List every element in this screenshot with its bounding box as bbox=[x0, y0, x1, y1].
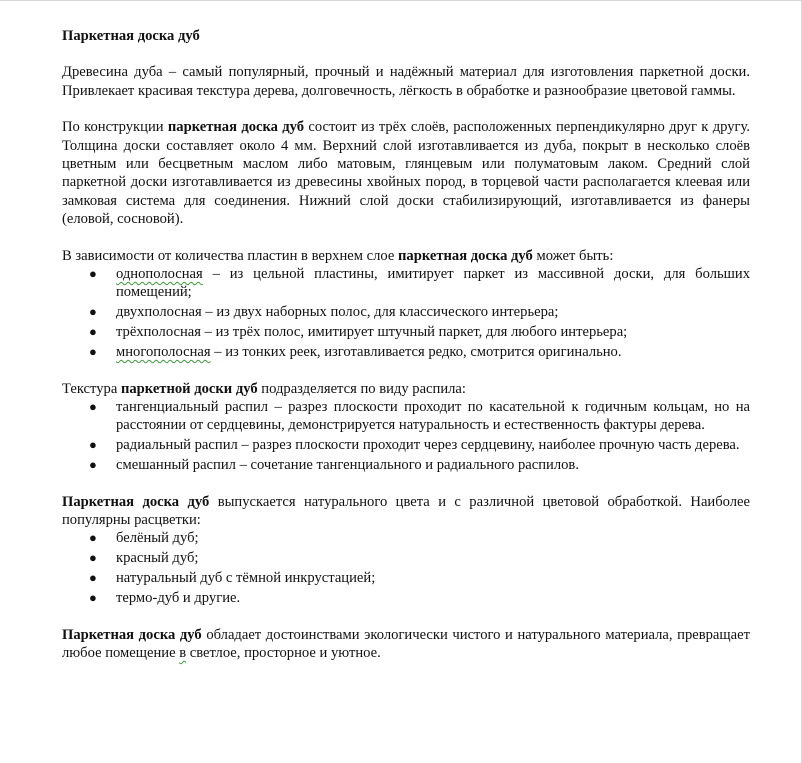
bold-keyword: паркетная доска дуб bbox=[167, 119, 305, 136]
paragraph-types-intro bbox=[62, 247, 750, 265]
text-run: обладает достоинствами экологически чистого и натурального материала, превращает любое помещение bbox=[62, 626, 750, 661]
list-item bbox=[62, 303, 750, 321]
list-item bbox=[62, 436, 750, 454]
paragraph-conclusion bbox=[62, 626, 750, 663]
bullet-icon: ● bbox=[89, 530, 97, 546]
bold-keyword: паркетная доска дуб bbox=[398, 247, 533, 264]
document-title: Паркетная доска дуб bbox=[62, 28, 200, 44]
text-run: В зависимости от количества пластин в верхнем слое bbox=[62, 247, 398, 264]
text-run: Текстура bbox=[62, 380, 121, 397]
list-item-term: двухполосная bbox=[116, 304, 202, 321]
list-item bbox=[62, 265, 750, 302]
list-item bbox=[62, 569, 750, 587]
text-run: выпускается натурального цвета и с различной цветовой обработкой. Наиболее популярны расцветки: bbox=[62, 493, 750, 529]
bullet-icon: ● bbox=[89, 437, 97, 453]
list-item-text: белёный дуб; bbox=[116, 530, 199, 547]
bullet-icon: ● bbox=[89, 590, 97, 606]
bullet-icon: ● bbox=[89, 324, 97, 340]
text-run: состоит из трёх слоёв, расположенных перпендикулярно друг к другу. Толщина доски составляет около 4 мм. Верхний слой изготавливается из дуба, покрыт в несколько слоёв цветным или бесцветным маслом либо матовым, глянцевым или полуматовым лаком. Средний слой паркетной доски изготавливается из древесины хвойных пород, в торцевой части располагается клеевая или замковая система для соединения. Нижний слой доски стабилизирующий, изготавливается из фанеры (еловой, сосновой). bbox=[62, 119, 750, 228]
list-item bbox=[62, 529, 750, 547]
bold-keyword: Паркетная доска дуб bbox=[62, 626, 202, 643]
text-run: светлое, просторное и уютное. bbox=[186, 644, 381, 661]
list-item bbox=[62, 549, 750, 567]
text-run: может быть: bbox=[532, 247, 614, 264]
list-item bbox=[62, 398, 750, 435]
bullet-icon: ● bbox=[89, 570, 97, 586]
text-run-flagged: в bbox=[179, 644, 187, 661]
list-item-text: – из тонких реек, изготавливается редко, смотрится оригинально. bbox=[210, 344, 622, 361]
bullet-icon: ● bbox=[89, 457, 97, 473]
list-item bbox=[62, 323, 750, 341]
bullet-icon: ● bbox=[89, 344, 97, 360]
list-item-text: красный дуб; bbox=[116, 550, 199, 567]
bold-keyword: паркетной доски дуб bbox=[120, 380, 258, 397]
paragraph-colors-intro bbox=[62, 493, 750, 530]
text-run: подразделяется по виду распила: bbox=[257, 380, 466, 397]
list-item-term: трёхполосная bbox=[116, 324, 201, 341]
list-strip-types bbox=[62, 265, 750, 362]
list-item-text: тангенциальный распил – разрез плоскости проходит по касательной к годичным кольцам, но на расстоянии от сердцевины, демонстрируется натуральность и естественность фактуры дерева. bbox=[116, 399, 750, 434]
paragraph-texture-intro bbox=[62, 380, 750, 398]
list-item bbox=[62, 456, 750, 474]
bold-keyword: Паркетная доска дуб bbox=[62, 493, 210, 510]
list-item-text: термо-дуб и другие. bbox=[116, 590, 241, 607]
text-run: По конструкции bbox=[62, 119, 168, 136]
bullet-icon: ● bbox=[89, 266, 97, 282]
list-item-text: смешанный распил – сочетание тангенциального и радиального распилов. bbox=[116, 457, 579, 474]
list-item-term: однополосная bbox=[116, 266, 203, 283]
paragraph-intro: Древесина дуба – самый популярный, прочный и надёжный материал для изготовления паркетной доски. Привлекает красивая текстура дерева, долговечность, лёгкость в обработке и разнообразие цветовой гаммы. bbox=[62, 64, 750, 99]
list-item-text: радиальный распил – разрез плоскости проходит через сердцевину, наиболее прочную часть дерева. bbox=[116, 437, 740, 454]
list-item-text: – из двух наборных полос, для классического интерьера; bbox=[201, 304, 559, 321]
list-item bbox=[62, 343, 750, 361]
list-item-term: многополосная bbox=[116, 344, 211, 361]
paragraph-construction bbox=[62, 118, 750, 228]
list-colors bbox=[62, 529, 750, 607]
list-item-text: натуральный дуб с тёмной инкрустацией; bbox=[116, 570, 376, 587]
bullet-icon: ● bbox=[89, 550, 97, 566]
list-item bbox=[62, 589, 750, 607]
list-item-text: – из трёх полос, имитирует штучный паркет, для любого интерьера; bbox=[200, 324, 628, 341]
list-item-text: – из цельной пластины, имитирует паркет из массивной доски, для больших помещений; bbox=[116, 266, 750, 301]
bullet-icon: ● bbox=[89, 304, 97, 320]
list-cut-types bbox=[62, 398, 750, 475]
bullet-icon: ● bbox=[89, 399, 97, 414]
